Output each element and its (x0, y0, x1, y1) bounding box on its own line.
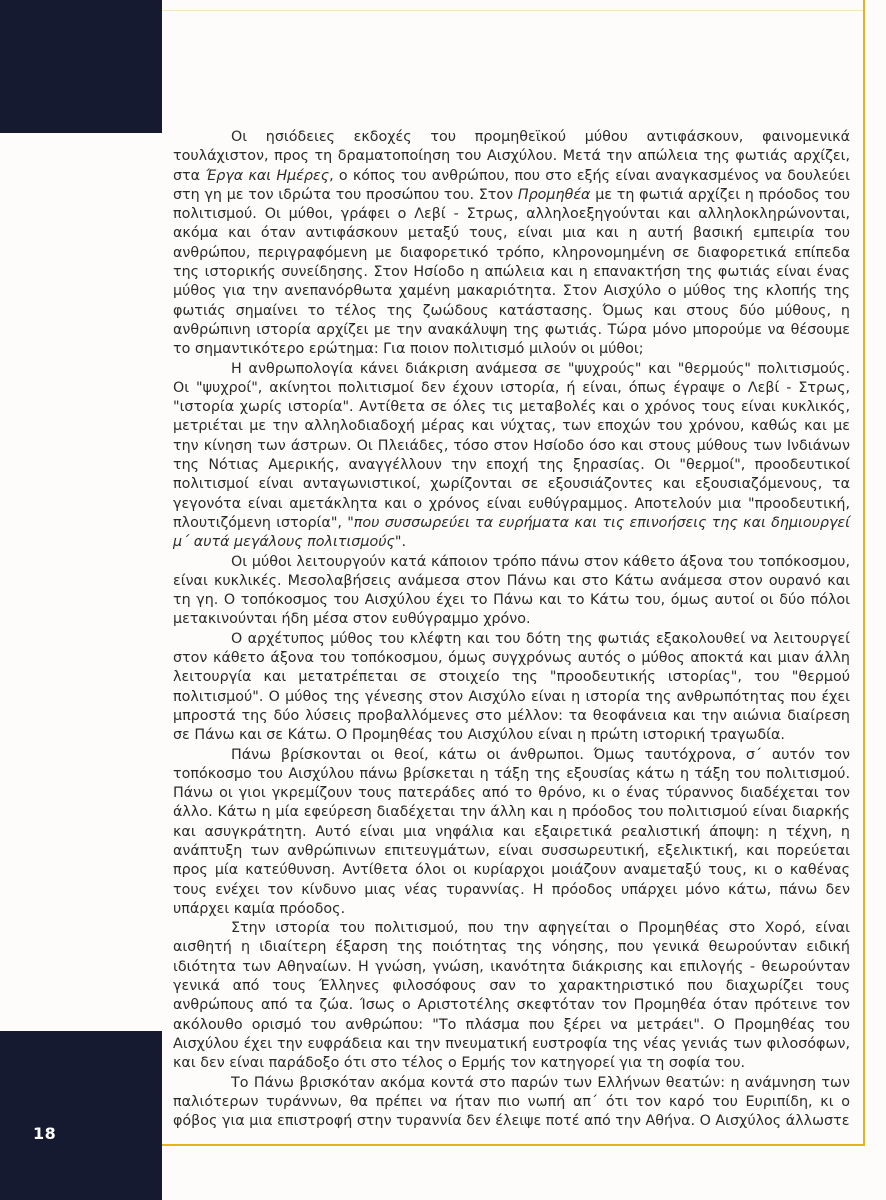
gold-rule-top (162, 10, 865, 11)
paragraph-2: Η ανθρωπολογία κάνει διάκριση ανάμεσα σε "ψυχρούς" και "θερμούς" πολιτισμούς. Οι "ψυχροί", ακίνητοι πολιτισμοί δεν έχουν ιστορία, ή είναι, όπως έγραψε ο Λεβί - Στρως, "ιστορία χωρίς ιστορία". Αντίθετα σε όλες τις μεταβολές και ο χρόνος τους είναι κυκλικός, μετριέται με την αλληλοδιαδοχή μέρας και νύχτας, των εποχών του χρόνου, καθώς και με την κίνηση των άστρων. Οι Πλειάδες, τόσο στον Ησίοδο όσο και στους μύθους των Ινδιάνων της Νότιας Αμερικής, αναγγέλλουν την εποχή της ξηρασίας. Οι "θερμοί", προοδευτικοί πολιτισμοί είναι ανταγωνιστικοί, χωρίζονται σε εξουσιάζοντες και εξουσιαζόμενους, τα γεγονότα είναι αμετάκλητα και ο χρόνος είναι ευθύγραμμος. Αποτελούν μια "προοδευτική, πλουτιζόμενη ιστορία", "που συσσωρεύει τα ευρήματα και τις επινοήσεις της και δημιουργεί μ΄ αυτά μεγάλους πολιτισμούς". (173, 360, 850, 551)
paragraph-3: Οι μύθοι λειτουργούν κατά κάποιον τρόπο πάνω στον κάθετο άξονα του τοπόκοσμου, είναι κυκλικές. Μεσολαβήσεις ανάμεσα στον Πάνω και στο Κάτω ανάμεσα στον ουρανό και τη γη. Ο τοπόκοσμος του Αισχύλου έχει το Πάνω και το Κάτω του, όμως αυτοί οι δύο πόλοι μετακινούνται ήδη μέσα στον ευθύγραμμο χρόνο. (173, 553, 850, 628)
navy-corner-block-bottom (0, 1031, 162, 1200)
italic-run: Έργα και Ημέρες (205, 167, 330, 184)
italic-run: Προμηθέα (517, 186, 591, 203)
paragraph-1: Οι ησιόδειες εκδοχές του προμηθεϊκού μύθου αντιφάσκουν, φαινομενικά τουλάχιστον, προς τη δραματοποίηση του Αισχύλου. Μετά την απώλεια της φωτιάς αρχίζει, στα Έργα και Ημέρες, ο κόπος του ανθρώπου, που στο εξής είναι αναγκασμένος να δουλεύει στη γη με τον ιδρώτα του προσώπου του. Στον Προμηθέα με τη φωτιά αρχίζει η πρόοδος του πολιτισμού. Οι μύθοι, γράφει ο Λεβί - Στρως, αλληλοεξηγούνται και αλληλοκληρώνονται, ακόμα και όταν αντιφάσκουν μεταξύ τους, είναι μια και η αυτή βασική εμπειρία του ανθρώπου, περιγραφόμενη με διαφορετικό τρόπο, κληρονομημένη σε διαφορετικά επίπεδα της ιστορικής συνείδησης. Στον Ησίοδο η απώλεια και η επανακτήση της φωτιάς είναι ένας μύθος για την ανεπανόρθωτα χαμένη μακαριότητα. Στον Αισχύλο ο μύθος της κλοπής της φωτιάς σημαίνει το τέλος της ζωώδους κατάστασης. Όμως και στους δύο μύθους, η ανθρώπινη ιστορία αρχίζει με την ανακάλυψη της φωτιάς. Τώρα μόνο μπορούμε να θέσουμε το σημαντικότερο ερώτημα: Για ποιον πολιτισμό μιλούν οι μύθοι; (173, 129, 850, 358)
paragraph-7: Το Πάνω βρισκόταν ακόμα κοντά στο παρών των Ελλήνων θεατών: η ανάμνηση των παλιότερων τυράννων, θα πρέπει να ήταν πιο νωπή απ΄ ότι τον καρό του Ευριπίδη, κι ο φόβος για μια επιστροφή στην τυραννία δεν έλειψε ποτέ από την Αθήνα. Ο Αισχύλος άλλωστε (173, 1074, 850, 1130)
paragraph-5: Πάνω βρίσκονται οι θεοί, κάτω οι άνθρωποι. Όμως ταυτόχρονα, σ΄ αυτόν τον τοπόκοσμο του Αισχύλου πάνω βρίσκεται η τάξη της εξουσίας κάτω η τάξη του πολιτισμού. Πάνω οι γιοι γκρεμίζουν τους πατεράδες από το θρόνο, κι ο ένας τύραννος διαδέχεται τον άλλο. Κάτω η μία εφεύρεση διαδέχεται την άλλη και η πρόοδος του πολιτισμού είναι διαρκής και ασυγκράτητη. Αυτό είναι μια νηφάλια και εξαιρετικά ρεαλιστική άποψη: η τέχνη, η ανάπτυξη των ανθρώπινων επιτευγμάτων, είναι συσσωρευτική, εξελικτική, και πορεύεται προς μία κατεύθυνση. Αντίθετα όλοι οι κυρίαρχοι μοιάζουν αναμεταξύ τους, κι ο καθένας τους ενέχει τον κίνδυνο μιας νέας τυραννίας. Η πρόοδος υπάρχει μόνο κάτω, πάνω δεν υπάρχει καμία πρόοδος. (173, 746, 850, 917)
italic-run: "που συσσωρεύει τα ευρήματα και τις επινοήσεις της και δημιουργεί μ΄ αυτά μεγάλους πολιτισμούς" (173, 514, 850, 551)
paragraph-4: Ο αρχέτυπος μύθος του κλέφτη και του δότη της φωτιάς εξακολουθεί να λειτουργεί στον κάθετο άξονα του τοπόκοσμου, όμως συγχρόνως αυτός ο μύθος αποκτά και μιαν άλλη λειτουργία και μετατρέπεται σε στοιχείο της "προοδευτικής ιστορίας", του "θερμού πολιτισμού". Ο μύθος της γένεσης στον Αισχύλο είναι η ιστορία της ανθρωπότητας που έχει μπροστά της δύο λύσεις προβαλλόμενες στο μέλλον: τα θεοφάνεια και την αιώνια διαίρεση σε Πάνω και σε Κάτω. Ο Προμηθέας του Αισχύλου είναι η πρώτη ιστορική τραγωδία. (173, 630, 850, 744)
gold-rule-right (863, 0, 865, 1145)
paragraph-6: Στην ιστορία του πολιτισμού, που την αφηγείται ο Προμηθέας στο Χορό, είναι αισθητή η ιδιαίτερη έξαρση της ποιότητας της νόησης, που γενικά θεωρούνταν ειδική ιδιότητα των Αθηναίων. Η γνώση, γνώση, ικανότητα διάκρισης και επιλογής - θεωρούνταν γενικά από τους Έλληνες φιλοσόφους σαν το χαρακτηριστικό που διαχωρίζει τους ανθρώπους από τα ζώα. Ίσως ο Αριστοτέλης σκεφτόταν τον Προμηθέα όταν πρότεινε τον ακόλουθο ορισμό του ανθρώπου: "Το πλάσμα που ξέρει να μετράει". Ο Προμηθέας του Αισχύλου έχει την ευφράδεια και την πνευματική ευστροφία της νέας γενιάς των φιλοσόφων, και δεν είναι παράδοξο ότι στο τέλος ο Ερμής τον κατηγορεί για τη σοφία του. (173, 920, 850, 1072)
gold-rule-bottom (162, 1144, 865, 1146)
navy-corner-block-top (0, 0, 162, 133)
page-number: 18 (33, 1124, 57, 1143)
body-text (173, 128, 850, 1131)
